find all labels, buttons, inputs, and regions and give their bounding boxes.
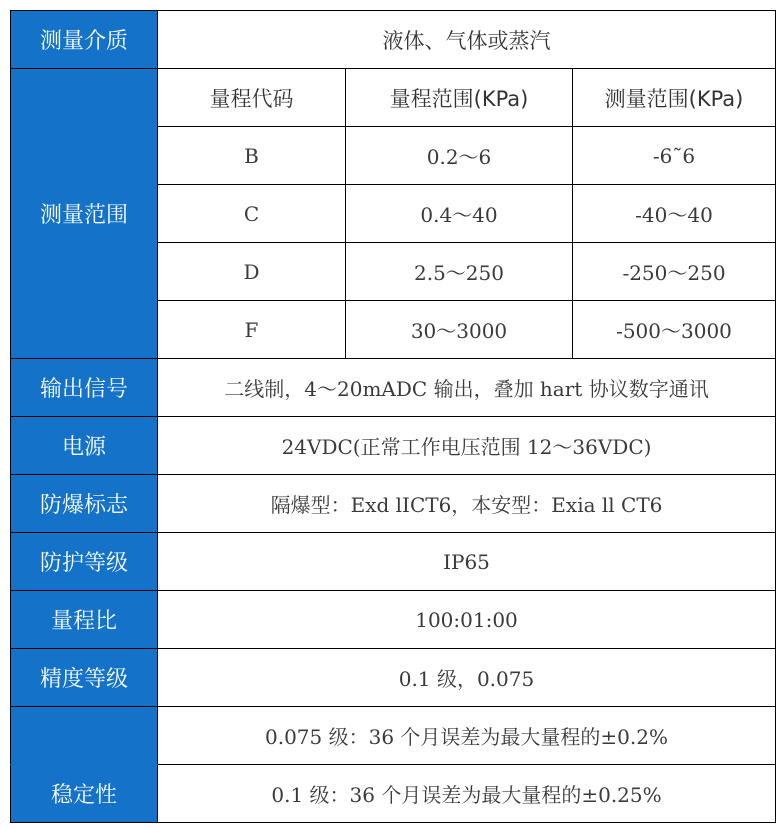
label-explosion: 防爆标志	[11, 475, 158, 533]
value-accuracy: 0.1 级，0.075	[158, 649, 776, 707]
value-medium: 液体、气体或蒸汽	[158, 11, 776, 69]
value-stability-1: 0.075 级：36 个月误差为最大量程的±0.2%	[158, 707, 776, 765]
range-span: 2.5～250	[346, 243, 573, 301]
range-code: B	[158, 127, 346, 185]
value-power: 24VDC(正常工作电压范围 12～36VDC)	[158, 417, 776, 475]
row-explosion	[11, 475, 776, 533]
range-measure: -40～40	[573, 185, 776, 243]
row-power	[11, 417, 776, 475]
label-power: 电源	[11, 417, 158, 475]
row-output	[11, 359, 776, 417]
label-turndown: 量程比	[11, 591, 158, 649]
range-code: D	[158, 243, 346, 301]
label-stability: 稳定性	[11, 765, 158, 823]
range-span: 0.2～6	[346, 127, 573, 185]
value-output: 二线制，4～20mADC 输出，叠加 hart 协议数字通讯	[158, 359, 776, 417]
value-stability-2: 0.1 级：36 个月误差为最大量程的±0.25%	[158, 765, 776, 823]
row-turndown	[11, 591, 776, 649]
label-medium: 测量介质	[11, 11, 158, 69]
label-stability-blank	[11, 707, 158, 765]
range-code: C	[158, 185, 346, 243]
value-explosion: 隔爆型：Exd lICT6，本安型：Exia ll CT6	[158, 475, 776, 533]
label-range: 测量范围	[11, 69, 158, 359]
spec-table	[10, 10, 776, 823]
range-span: 0.4～40	[346, 185, 573, 243]
label-accuracy: 精度等级	[11, 649, 158, 707]
row-accuracy	[11, 649, 776, 707]
col-header-measure: 测量范围(KPa)	[573, 69, 776, 127]
value-turndown: 100:01:00	[158, 591, 776, 649]
label-output: 输出信号	[11, 359, 158, 417]
row-stability-2	[11, 765, 776, 823]
range-measure: -6˜6	[573, 127, 776, 185]
col-header-span: 量程范围(KPa)	[346, 69, 573, 127]
row-stability-1	[11, 707, 776, 765]
row-range-header	[11, 69, 776, 127]
row-protection	[11, 533, 776, 591]
range-measure: -500～3000	[573, 301, 776, 359]
label-protection: 防护等级	[11, 533, 158, 591]
range-measure: -250～250	[573, 243, 776, 301]
col-header-code: 量程代码	[158, 69, 346, 127]
value-protection: IP65	[158, 533, 776, 591]
range-code: F	[158, 301, 346, 359]
row-medium	[11, 11, 776, 69]
range-span: 30～3000	[346, 301, 573, 359]
